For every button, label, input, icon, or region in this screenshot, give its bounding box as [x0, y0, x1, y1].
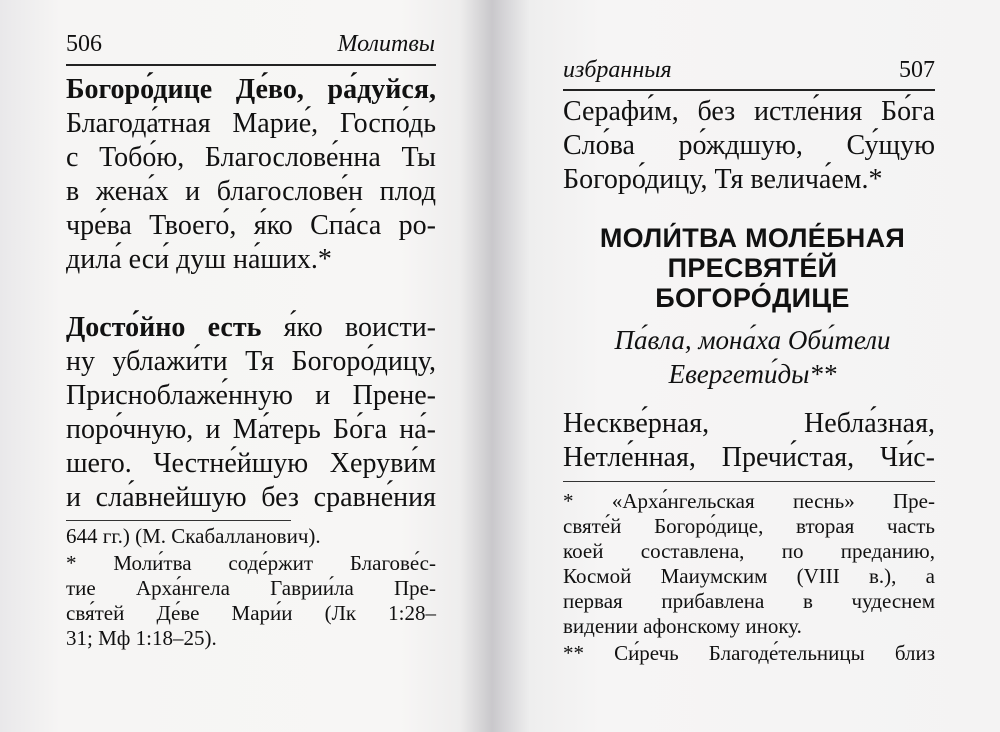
text-line: Серафи́м, без истле́ния Бо́га [563, 96, 935, 127]
footnote-line: тие Арха́нгела Гаврии́ла Пре- [66, 576, 436, 600]
footnote-line: * Моли́тва соде́ржит Благове́с- [66, 551, 436, 575]
footnote-line: коей составлена, по преданию, [563, 539, 935, 563]
text-line: Богоро́дицу, Тя велича́ем.* [563, 164, 883, 195]
footnote-rule-right [563, 481, 935, 482]
text-line: шего. Честне́йшую Херуви́м [66, 448, 436, 479]
footnote-line: Космой Маиумским (VIII в.), а [563, 564, 935, 588]
heading-line: БОГОРО́ДИЦЕ [655, 283, 850, 313]
footnote-line: ** Си́речь Благоде́тельницы близ [563, 641, 935, 665]
text-line: Благода́тная Марие́, Госпо́дь [66, 108, 436, 139]
heading-line: МОЛИ́ТВА МОЛЕ́БНАЯ [599, 223, 906, 253]
header-rule-right [563, 89, 935, 91]
subheading-line: Па́вла, мона́ха Оби́тели [614, 325, 891, 355]
footnote-line: * «Арха́нгельская песнь» Пре- [563, 489, 935, 513]
text-line: Сло́ва ро́ждшую, Су́щую [563, 130, 935, 161]
footnote-line: святе́й Богоро́дице, вторая часть [563, 514, 935, 538]
text-line: в жена́х и благослове́н плод [66, 176, 436, 207]
footnote-line: видении афонскому иноку. [563, 614, 802, 638]
text-line: Нескве́рная, Небла́зная, [563, 408, 935, 439]
text-line: Богоро́дице Де́во, ра́дуйся, [66, 74, 436, 105]
running-head-left: Молитвы [337, 31, 435, 57]
text-line: Досто́йно есть я́ко воисти- [66, 312, 436, 343]
text-line: Нетле́нная, Пречи́стая, Чи́с- [563, 442, 935, 473]
page-number-left: 506 [66, 31, 102, 57]
footnote-rule-left [66, 520, 291, 521]
text-line: ну ублажи́ти Тя Богоро́дицу, [66, 346, 436, 377]
text-line: чре́ва Твоего́, я́ко Спа́са ро- [66, 210, 436, 241]
text-line: Присноблаже́нную и Прене- [66, 380, 436, 411]
text-line: с Тобо́ю, Благослове́нна Ты [66, 142, 436, 173]
text-line: дила́ еси́ душ на́ших.* [66, 244, 332, 275]
footnote-line: 644 гг.) (М. Скабалланович). [66, 524, 321, 548]
right-page [505, 0, 1000, 732]
left-page [0, 0, 495, 732]
header-rule-left [66, 64, 436, 66]
footnote-line: 31; Мф 1:18–25). [66, 626, 217, 650]
text-line: поро́чную, и Ма́терь Бо́га на́- [66, 414, 436, 445]
footnote-line: первая прибавлена в чудеснем [563, 589, 935, 613]
running-head-right: избранныя [563, 57, 672, 83]
page-number-right: 507 [899, 57, 935, 83]
heading-line: ПРЕСВЯТЕ́Й [667, 253, 838, 283]
text-line: и сла́внейшую без сравне́ния [66, 482, 436, 513]
subheading-line: Евергети́ды** [668, 359, 837, 389]
footnote-line: свя́тей Де́ве Мари́и (Лк 1:28– [66, 601, 436, 625]
